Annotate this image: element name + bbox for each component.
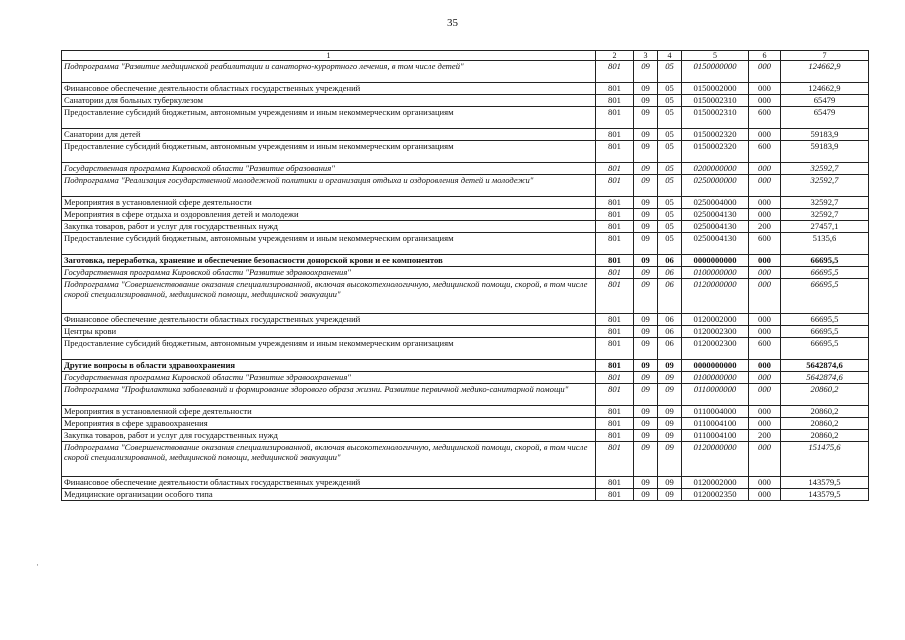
row-section-cell: 09	[634, 141, 658, 163]
table-row	[62, 430, 869, 442]
row-section-cell: 09	[634, 314, 658, 326]
row-target-cell: 0150002320	[682, 141, 749, 163]
row-name-cell: Подпрограмма "Реализация государственной молодежной политики и организация отдыха и оздоровления детей и молодежи"	[62, 175, 596, 197]
row-subsection-cell: 09	[658, 406, 682, 418]
row-code-cell: 801	[596, 326, 634, 338]
row-amount-cell: 20860,2	[781, 418, 869, 430]
row-section-cell: 09	[634, 163, 658, 175]
row-section-cell: 09	[634, 61, 658, 83]
row-expense-type-cell: 200	[749, 430, 781, 442]
row-expense-type-cell: 000	[749, 326, 781, 338]
row-section-cell: 09	[634, 372, 658, 384]
table-row	[62, 141, 869, 163]
row-section-cell: 09	[634, 95, 658, 107]
row-expense-type-cell: 000	[749, 163, 781, 175]
row-expense-type-cell: 000	[749, 267, 781, 279]
row-expense-type-cell: 000	[749, 406, 781, 418]
row-section-cell: 09	[634, 338, 658, 360]
row-expense-type-cell: 000	[749, 384, 781, 406]
row-target-cell: 0120002350	[682, 489, 749, 501]
row-name-cell: Подпрограмма "Развитие медицинской реабилитации и санаторно-курортного лечения, в том числе детей"	[62, 61, 596, 83]
row-name-cell: Санатории для больных туберкулезом	[62, 95, 596, 107]
row-target-cell: 0120002300	[682, 326, 749, 338]
row-expense-type-cell: 000	[749, 209, 781, 221]
row-target-cell: 0110000000	[682, 384, 749, 406]
row-section-cell: 09	[634, 430, 658, 442]
row-subsection-cell: 09	[658, 418, 682, 430]
row-amount-cell: 66695,5	[781, 338, 869, 360]
row-subsection-cell: 09	[658, 372, 682, 384]
row-expense-type-cell: 000	[749, 360, 781, 372]
table-row	[62, 197, 869, 209]
row-name-cell: Санатории для детей	[62, 129, 596, 141]
row-amount-cell: 66695,5	[781, 279, 869, 314]
row-expense-type-cell: 200	[749, 221, 781, 233]
row-target-cell: 0110004100	[682, 418, 749, 430]
row-expense-type-cell: 000	[749, 314, 781, 326]
row-section-cell: 09	[634, 267, 658, 279]
row-section-cell: 09	[634, 489, 658, 501]
row-name-cell: Государственная программа Кировской области "Развитие здравоохранения"	[62, 267, 596, 279]
header-cell: 3	[634, 51, 658, 61]
row-section-cell: 09	[634, 477, 658, 489]
row-subsection-cell: 05	[658, 209, 682, 221]
row-code-cell: 801	[596, 406, 634, 418]
row-subsection-cell: 05	[658, 61, 682, 83]
row-name-cell: Заготовка, переработка, хранение и обеспечение безопасности донорской крови и ее компонентов	[62, 255, 596, 267]
row-target-cell: 0200000000	[682, 163, 749, 175]
row-target-cell: 0150002310	[682, 95, 749, 107]
row-name-cell: Предоставление субсидий бюджетным, автономным учреждениям и иным некоммерческим организациям	[62, 233, 596, 255]
row-section-cell: 09	[634, 83, 658, 95]
row-section-cell: 09	[634, 326, 658, 338]
table-row	[62, 314, 869, 326]
row-code-cell: 801	[596, 372, 634, 384]
row-expense-type-cell: 000	[749, 489, 781, 501]
table-row	[62, 326, 869, 338]
row-subsection-cell: 05	[658, 129, 682, 141]
row-amount-cell: 27457,1	[781, 221, 869, 233]
header-cell: 5	[682, 51, 749, 61]
row-section-cell: 09	[634, 279, 658, 314]
row-code-cell: 801	[596, 255, 634, 267]
table-body	[62, 51, 869, 501]
row-name-cell: Государственная программа Кировской области "Развитие здравоохранения"	[62, 372, 596, 384]
table-row	[62, 221, 869, 233]
row-target-cell: 0150002310	[682, 107, 749, 129]
table-row	[62, 279, 869, 314]
table-row	[62, 95, 869, 107]
row-section-cell: 09	[634, 406, 658, 418]
row-name-cell: Финансовое обеспечение деятельности областных государственных учреждений	[62, 314, 596, 326]
row-target-cell: 0120000000	[682, 442, 749, 477]
row-amount-cell: 20860,2	[781, 430, 869, 442]
row-amount-cell: 5135,6	[781, 233, 869, 255]
row-expense-type-cell: 600	[749, 338, 781, 360]
row-amount-cell: 32592,7	[781, 175, 869, 197]
row-expense-type-cell: 000	[749, 255, 781, 267]
row-section-cell: 09	[634, 255, 658, 267]
row-code-cell: 801	[596, 233, 634, 255]
row-section-cell: 09	[634, 233, 658, 255]
table-row	[62, 61, 869, 83]
row-subsection-cell: 06	[658, 314, 682, 326]
row-amount-cell: 66695,5	[781, 314, 869, 326]
row-name-cell: Другие вопросы в области здравоохранения	[62, 360, 596, 372]
table-row	[62, 267, 869, 279]
row-code-cell: 801	[596, 418, 634, 430]
row-subsection-cell: 09	[658, 360, 682, 372]
header-cell: 4	[658, 51, 682, 61]
row-subsection-cell: 05	[658, 175, 682, 197]
row-section-cell: 09	[634, 107, 658, 129]
row-code-cell: 801	[596, 489, 634, 501]
table-row	[62, 129, 869, 141]
row-subsection-cell: 05	[658, 197, 682, 209]
row-code-cell: 801	[596, 107, 634, 129]
row-section-cell: 09	[634, 221, 658, 233]
row-subsection-cell: 05	[658, 163, 682, 175]
row-target-cell: 0250004130	[682, 221, 749, 233]
row-subsection-cell: 09	[658, 442, 682, 477]
table-row	[62, 83, 869, 95]
row-section-cell: 09	[634, 384, 658, 406]
table-row	[62, 406, 869, 418]
row-section-cell: 09	[634, 209, 658, 221]
row-subsection-cell: 09	[658, 477, 682, 489]
row-expense-type-cell: 600	[749, 233, 781, 255]
row-amount-cell: 124662,9	[781, 61, 869, 83]
row-name-cell: Мероприятия в сфере отдыха и оздоровления детей и молодежи	[62, 209, 596, 221]
row-target-cell: 0120002000	[682, 314, 749, 326]
row-code-cell: 801	[596, 209, 634, 221]
row-subsection-cell: 09	[658, 430, 682, 442]
row-subsection-cell: 06	[658, 279, 682, 314]
row-code-cell: 801	[596, 477, 634, 489]
row-section-cell: 09	[634, 360, 658, 372]
row-code-cell: 801	[596, 442, 634, 477]
row-subsection-cell: 06	[658, 255, 682, 267]
row-subsection-cell: 05	[658, 107, 682, 129]
row-code-cell: 801	[596, 95, 634, 107]
table-row	[62, 372, 869, 384]
row-amount-cell: 20860,2	[781, 406, 869, 418]
row-amount-cell: 32592,7	[781, 209, 869, 221]
row-code-cell: 801	[596, 430, 634, 442]
row-name-cell: Предоставление субсидий бюджетным, автономным учреждениям и иным некоммерческим организациям	[62, 338, 596, 360]
row-code-cell: 801	[596, 197, 634, 209]
row-target-cell: 0110004100	[682, 430, 749, 442]
header-cell: 2	[596, 51, 634, 61]
row-target-cell: 0110004000	[682, 406, 749, 418]
row-subsection-cell: 05	[658, 141, 682, 163]
row-name-cell: Предоставление субсидий бюджетным, автономным учреждениям и иным некоммерческим организациям	[62, 107, 596, 129]
row-code-cell: 801	[596, 163, 634, 175]
row-amount-cell: 143579,5	[781, 489, 869, 501]
row-amount-cell: 124662,9	[781, 83, 869, 95]
row-name-cell: Подпрограмма "Совершенствование оказания специализированной, включая высокотехнологичную, медицинской помощи, скорой, в том числе скорой специализированной, медицинской помощи, медицинской эвакуации"	[62, 279, 596, 314]
row-subsection-cell: 09	[658, 384, 682, 406]
row-expense-type-cell: 000	[749, 442, 781, 477]
row-code-cell: 801	[596, 221, 634, 233]
row-expense-type-cell: 000	[749, 129, 781, 141]
table-row	[62, 107, 869, 129]
row-target-cell: 0120002000	[682, 477, 749, 489]
row-name-cell: Государственная программа Кировской области "Развитие образования"	[62, 163, 596, 175]
table-row	[62, 418, 869, 430]
row-name-cell: Мероприятия в установленной сфере деятельности	[62, 197, 596, 209]
row-subsection-cell: 05	[658, 95, 682, 107]
row-code-cell: 801	[596, 279, 634, 314]
row-name-cell: Закупка товаров, работ и услуг для государственных нужд	[62, 221, 596, 233]
row-subsection-cell: 09	[658, 489, 682, 501]
row-name-cell: Подпрограмма "Совершенствование оказания специализированной, включая высокотехнологичную, медицинской помощи, скорой, в том числе скорой специализированной, медицинской помощи, медицинской эвакуации"	[62, 442, 596, 477]
row-expense-type-cell: 000	[749, 83, 781, 95]
row-section-cell: 09	[634, 418, 658, 430]
row-target-cell: 0150000000	[682, 61, 749, 83]
row-code-cell: 801	[596, 83, 634, 95]
row-section-cell: 09	[634, 129, 658, 141]
row-target-cell: 0000000000	[682, 360, 749, 372]
header-cell: 1	[62, 51, 596, 61]
row-name-cell: Предоставление субсидий бюджетным, автономным учреждениям и иным некоммерческим организациям	[62, 141, 596, 163]
row-subsection-cell: 05	[658, 83, 682, 95]
row-code-cell: 801	[596, 141, 634, 163]
row-amount-cell: 65479	[781, 107, 869, 129]
row-amount-cell: 66695,5	[781, 326, 869, 338]
row-subsection-cell: 06	[658, 338, 682, 360]
row-target-cell: 0100000000	[682, 372, 749, 384]
row-amount-cell: 32592,7	[781, 163, 869, 175]
row-target-cell: 0120002300	[682, 338, 749, 360]
row-name-cell: Подпрограмма "Профилактика заболеваний и формирование здорового образа жизни. Развитие первичной медико-санитарной помощи"	[62, 384, 596, 406]
budget-table	[61, 50, 869, 501]
row-name-cell: Медицинские организации особого типа	[62, 489, 596, 501]
row-amount-cell: 65479	[781, 95, 869, 107]
row-amount-cell: 59183,9	[781, 141, 869, 163]
row-amount-cell: 151475,6	[781, 442, 869, 477]
row-code-cell: 801	[596, 338, 634, 360]
row-amount-cell: 20860,2	[781, 384, 869, 406]
table-row	[62, 255, 869, 267]
table-row	[62, 489, 869, 501]
table-row	[62, 175, 869, 197]
row-section-cell: 09	[634, 175, 658, 197]
row-section-cell: 09	[634, 442, 658, 477]
row-name-cell: Мероприятия в сфере здравоохранения	[62, 418, 596, 430]
row-expense-type-cell: 000	[749, 372, 781, 384]
row-target-cell: 0250004000	[682, 197, 749, 209]
row-expense-type-cell: 600	[749, 141, 781, 163]
row-section-cell: 09	[634, 197, 658, 209]
table-row	[62, 384, 869, 406]
row-amount-cell: 59183,9	[781, 129, 869, 141]
header-cell: 6	[749, 51, 781, 61]
page-number: 35	[447, 17, 458, 29]
row-subsection-cell: 05	[658, 221, 682, 233]
row-subsection-cell: 06	[658, 267, 682, 279]
row-code-cell: 801	[596, 360, 634, 372]
table-row	[62, 209, 869, 221]
row-name-cell: Закупка товаров, работ и услуг для государственных нужд	[62, 430, 596, 442]
row-name-cell: Мероприятия в установленной сфере деятельности	[62, 406, 596, 418]
row-expense-type-cell: 000	[749, 175, 781, 197]
table-row	[62, 360, 869, 372]
row-code-cell: 801	[596, 384, 634, 406]
table-row	[62, 477, 869, 489]
row-subsection-cell: 06	[658, 326, 682, 338]
row-target-cell: 0250004130	[682, 209, 749, 221]
row-code-cell: 801	[596, 61, 634, 83]
margin-mark: ·	[36, 560, 39, 570]
header-cell: 7	[781, 51, 869, 61]
row-expense-type-cell: 000	[749, 279, 781, 314]
table-row	[62, 163, 869, 175]
row-code-cell: 801	[596, 314, 634, 326]
row-name-cell: Финансовое обеспечение деятельности областных государственных учреждений	[62, 477, 596, 489]
row-expense-type-cell: 000	[749, 418, 781, 430]
row-amount-cell: 66695,5	[781, 255, 869, 267]
row-code-cell: 801	[596, 175, 634, 197]
row-expense-type-cell: 000	[749, 61, 781, 83]
row-target-cell: 0100000000	[682, 267, 749, 279]
row-amount-cell: 32592,7	[781, 197, 869, 209]
row-code-cell: 801	[596, 129, 634, 141]
row-target-cell: 0120000000	[682, 279, 749, 314]
row-expense-type-cell: 000	[749, 95, 781, 107]
table-row	[62, 233, 869, 255]
row-expense-type-cell: 000	[749, 477, 781, 489]
row-target-cell: 0150002000	[682, 83, 749, 95]
row-amount-cell: 143579,5	[781, 477, 869, 489]
row-target-cell: 0000000000	[682, 255, 749, 267]
row-target-cell: 0250000000	[682, 175, 749, 197]
row-name-cell: Финансовое обеспечение деятельности областных государственных учреждений	[62, 83, 596, 95]
table-row	[62, 338, 869, 360]
table-header-row	[62, 51, 869, 61]
table-row	[62, 442, 869, 477]
row-amount-cell: 66695,5	[781, 267, 869, 279]
row-amount-cell: 5642874,6	[781, 372, 869, 384]
row-name-cell: Центры крови	[62, 326, 596, 338]
row-subsection-cell: 05	[658, 233, 682, 255]
row-target-cell: 0150002320	[682, 129, 749, 141]
row-expense-type-cell: 000	[749, 197, 781, 209]
row-expense-type-cell: 600	[749, 107, 781, 129]
row-code-cell: 801	[596, 267, 634, 279]
row-amount-cell: 5642874,6	[781, 360, 869, 372]
row-target-cell: 0250004130	[682, 233, 749, 255]
